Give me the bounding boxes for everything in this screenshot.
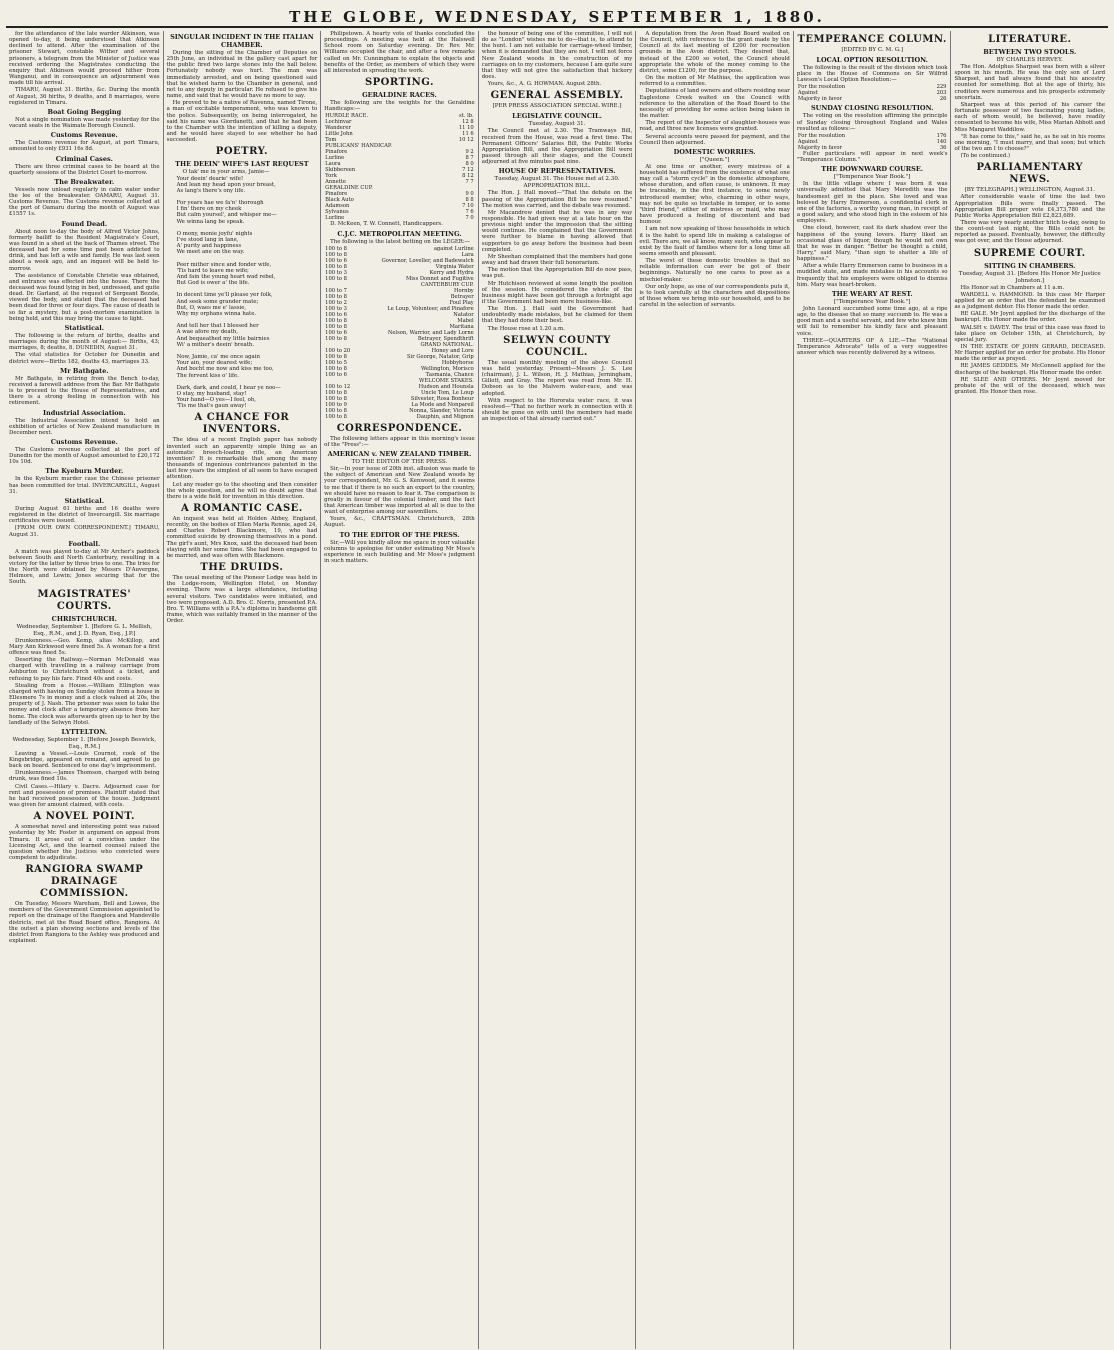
article-paragraph: Deserting the Railway.—Norman McDonald was charged with travelling in a railway carriage from Ashburton to Christchurch without a ticket, and refusing to pay his fare. Fined 40s and costs. [9, 657, 160, 682]
table-cell: 100 to 8 [325, 407, 347, 414]
column-1 [6, 31, 164, 1349]
table-cell: 8 8 [465, 197, 474, 204]
results-table [797, 84, 948, 102]
article-paragraph: RE GALE. Mr Joynt applied for the discharge of the bankrupt. His Honor made the order. [954, 311, 1106, 324]
table-cell: 11 6 [462, 131, 474, 138]
article-paragraph: One cloud, however, cast its dark shadow over the happiness of the young lovers. Harry liked an occasional glass of liquor, though he would not own that he was in danger. "Better be thought a child, Harry," said Mary, "than sign to shatter a life of happiness." [796, 225, 948, 263]
table-cell: Lochinvar [325, 119, 352, 126]
section-heading: SITTING IN CHAMBERS. [984, 261, 1076, 270]
article-paragraph: With respect to the Hororata water race, it was resolved—"That no further work in connection with it should be gone on with until the members had made an inspection of that already carried out." [481, 397, 633, 423]
table-cell: 100 to 8 [325, 293, 347, 300]
table-cell: Annette [325, 179, 346, 186]
results-table [324, 246, 475, 420]
article-paragraph: The assistance of Constable Christie was obtained, and entrance was effected into the house. There the deceased was found lying in bed, undressed, and quite dead. Dr. Garland, at the request of Sergeant Bezzle, viewed the body, and stated that the deceased had been dead for three or four days. The cause of death is so far a mystery, but a post-mortem examination is being held, and this may bring the cause to light. [9, 272, 160, 322]
masthead [6, 4, 1108, 28]
table-row [324, 306, 475, 312]
dateline: Wednesday, September 1. [Before G. L. Mellish, Esq., R.M., and J. D. Ryan, Esq., J.P.] [16, 623, 153, 637]
article-paragraph: Sir,—Will you kindly allow me space in your valuable columns to apologise for under estimating Mr Moss's experience in such building and Mr Moss's judgment in such matters. [324, 539, 475, 565]
table-cell: York [325, 173, 337, 180]
table-cell: Lurline [325, 215, 345, 222]
article-paragraph: Several accounts were passed for payment, and the Council then adjourned. [639, 133, 790, 146]
article-paragraph: Mr Macandrew denied that he was in any way responsible. He had given way at a late hour on the previous night under the impression that the sitting would continue. He complained that the Government were further to blame in having allowed that supporters to go away before the business had been completed. [481, 209, 633, 253]
results-table [324, 113, 475, 221]
table-cell: 7 7 [465, 179, 474, 186]
section-heading: THE DEEIN' WIFE'S LAST REQUEST [175, 160, 309, 169]
table-cell: Sylvanus [325, 209, 349, 216]
article-paragraph: The following is the latest betting on the LEGER:— [330, 238, 471, 245]
table-cell: Honey and Lore [431, 347, 474, 354]
article-paragraph: After considerable waste of time the last two Appropriation Bills were finally passed. The Appropriation Bill proper vote £4,373,780 and the Public Works Appropriation Bill £2,823,689. [954, 194, 1106, 219]
table-cell: 100 to 8 [325, 263, 347, 270]
table-cell: 8 0 [465, 161, 474, 168]
article-paragraph: THREE—QUARTERS OF A LIE.—The "National Temperance Advocate" tells of a very suggestive answer which was recently delivered by a witness. [796, 337, 948, 356]
article-headline: GENERAL ASSEMBLY. [490, 90, 624, 102]
dateline: [EDITED BY C. M. G.] [841, 47, 904, 53]
table-cell: 100 to 6 [325, 329, 347, 336]
article-paragraph: A deputation from the Avon Road Board waited on the Council, with reference to the grant made by the Council at its last meeting of £200 for recreation grounds in the Avon district. They desired that, instead of the £200 so voted, the Council should appropriate the whole of the money coming to the district, some £1200, for the purpose. [639, 31, 790, 74]
column-3 [321, 31, 479, 1349]
table-cell: 100 to 9 [325, 401, 347, 408]
table-cell: For the resolution [797, 84, 846, 91]
table-cell: 11 10 [458, 125, 474, 132]
dateline: ["Queen."] [699, 156, 730, 163]
column-4 [479, 31, 637, 1349]
table-cell: Tom [325, 137, 337, 144]
table-cell: Silvester, Rosa Bonheur [410, 395, 474, 402]
section-heading: GERALDINE RACES. [362, 91, 437, 100]
dateline: Tuesday, August 31. [528, 121, 586, 128]
article-paragraph: The following is the result of the division which took place in the House of Commons on Sir Wilfrid Lawson's Local Option Resolution:— [796, 65, 948, 84]
table-cell: PUBLICANS' HANDICAP. [325, 143, 392, 150]
table-cell: 100 to 6 [325, 311, 347, 318]
table-row [324, 258, 475, 264]
table-cell: Foul Play [449, 299, 474, 306]
article-paragraph: D. McKeen, T. W. Connett, Handicappers. [330, 221, 443, 228]
table-cell: 140 [936, 138, 947, 145]
article-headline: TEMPERANCE COLUMN. [797, 34, 947, 45]
section-heading: THE WEARY AT REST. [831, 289, 913, 298]
columns-container [6, 31, 1108, 1349]
section-heading: Statistical. [64, 496, 104, 505]
section-heading: CHRISTCHURCH. [51, 614, 117, 623]
table-cell: Kerry and Hydra [429, 269, 474, 276]
dateline: ["Temperance Year Book."] [833, 174, 911, 181]
table-cell: Hobbyhorse [441, 359, 474, 366]
article-paragraph: The following is the return of births, deaths and marriages during the month of August:— Births, 43; marriages, 8; deaths, 8. DUNEDIN, August 31. [9, 332, 160, 352]
table-cell: 100 to 8 [325, 245, 347, 252]
table-cell: 8 12 [462, 173, 474, 180]
column-2 [164, 31, 322, 1349]
table-cell: 100 to 8 [325, 323, 347, 330]
article-headline: A ROMANTIC CASE. [180, 503, 303, 514]
article-paragraph: I am not now speaking of those households in which it is the habit to spend life in making a catalogue of evil. There are, we all know, many such, who appear to exist by the fault of families where for a long time all seems smooth and pleasant. [639, 226, 790, 257]
article-paragraph: The Hon. Adolphus Sharpset was born with a silver spoon in his mouth. He was the only son of Lord Sharpset, and had always found that his ancestry counted for something. But at the age of thirty, his creditors were numerous and his prospects extremely uncertain. [954, 64, 1106, 101]
section-heading: LEGISLATIVE COUNCIL. [512, 112, 602, 121]
article-headline: CORRESPONDENCE. [336, 422, 463, 434]
table-cell: Hornby [454, 287, 474, 294]
dateline: TO THE EDITOR OF THE PRESS. [351, 459, 448, 466]
article-headline: SELWYN COUNTY COUNCIL. [503, 334, 611, 358]
article-paragraph: The worst of these domestic troubles is that no reliable information can ever be got of their beginnings. Naturally no one cares to pose as a mischief-maker. [639, 258, 790, 283]
article-paragraph: Not a single nomination was made yesterday for the vacant seats in the Waimate Borough Council. [9, 116, 160, 130]
table-cell: La Mode and Nonpareil [411, 401, 474, 408]
article-paragraph: The following are the weights for the Geraldine Handicaps:— [324, 100, 475, 113]
section-heading: Customs Revenue. [50, 437, 118, 446]
article-paragraph: The Customs revenue for August, at port Timaru, amounted to only £931 16s 8d. [9, 140, 160, 153]
article-paragraph: During the sitting of the Chamber of Deputies on 25th June, an individual in the gallery cast apart for the public fired two large stones into the hall below. Fortunately nobody was hurt. The man was immediately arrested, and on being questioned said that he wished harm to the Chamber in general, and not to any deputy in particular. He refused to give his name, and said that he would have no more to say. [166, 50, 318, 100]
article-headline: POETRY. [215, 146, 268, 158]
article-paragraph: Sharpset was at this period of his career the fortunate possessor of two fascinating young ladies, each of whom would, he believed, have readily consented to become his wife, Miss Marian Abbott and Miss Mangaret Waddilow. [954, 101, 1106, 133]
article-paragraph: WALSH v. DAVEY. The trial of this case was fixed to take place on October 15th, at Christchurch, by special jury. [954, 324, 1106, 343]
table-cell: Against [797, 90, 818, 97]
section-heading: Criminal Cases. [55, 154, 113, 163]
article-paragraph: Mr Sheehan complained that the members had gone away and had drawn their full honorarium. [481, 253, 633, 267]
article-paragraph: Yours, &c., A. G. HOWMAN. August 28th. [487, 81, 602, 88]
article-paragraph: The usual monthly meeting of the above Council was held yesterday. Present—Messrs J. S. Lee (chairman), J. L. Wilson, H. J. Mathias, Jerningham, Gillett, and Gray. The report was read from Mr. H. Dobson as to the Malvern water-race, and was adopted. [481, 359, 633, 397]
dateline: BY CHARLES HERVEY. [996, 57, 1063, 63]
section-heading: Mr Bathgate. [60, 366, 109, 375]
table-cell: Natator [453, 311, 474, 318]
article-paragraph: The Hon. J. Hall said the Government had undoubtedly made mistakes, but he claimed for them that they had done their best. [481, 306, 633, 325]
table-cell: Lurline [325, 155, 345, 162]
article-paragraph: An inquest was held at Holden Abbey, England, recently, on the bodies of Ellen Maria Rennie, aged 24, and Charles Robert Blackmore, 19, who had committed suicide by drowning themselves in a pond. The girl's aunt, Mrs Knox, said the deceased had been staying with her some time. She had been engaged to be married, and was often with Blackmore. [166, 516, 318, 559]
article-paragraph: The Council met at 2.30. The Tramways Bill, received from the House, was read a first time. The Permanent Officers' Salaries Bill, the Public Works Appropriation Bill, and the Appropriation Bill were passed through all their stages, and the Council adjourned at five minutes past nine. [481, 128, 633, 166]
section-heading: Industrial Association. [42, 408, 126, 417]
article-headline: A CHANCE FOR INVENTORS. [194, 412, 290, 436]
column-6 [794, 31, 952, 1349]
table-cell: Uncle Tom, Le Loup [420, 389, 474, 396]
table-cell: Le Loup, Volunteer, and Pinafore [387, 305, 474, 312]
section-heading: Customs Revenue. [50, 131, 118, 140]
article-headline: SPORTING. [364, 77, 434, 89]
article-paragraph: Leaving a Vessel.—Louis Cournot, cook of the Kingsbridge, appeared on remand, and agreed to go back on board. Sentenced to one day's imprisonment. [9, 750, 160, 770]
table-cell: 100 to 8 [325, 275, 347, 282]
article-paragraph: Fuller particulars will appear in next week's "Temperance Column." [796, 150, 948, 164]
table-row [797, 96, 948, 102]
table-cell: Dauphin, and Mignon [416, 413, 474, 420]
article-paragraph: On the motion of Mr Mathias, the application was referred to a committee. [639, 75, 790, 88]
article-paragraph: His Honor sat in Chambers at 11 a.m. [960, 284, 1065, 291]
article-paragraph: The idea of a recent English paper has nobody invented such an apparently simple thing as an automatic breech-loading rifle, an American invention? It is remarkable that among the many thousands of ingenious contrivances patented in the last few years the simplest of all seem to have escaped attention. [166, 437, 318, 481]
table-row [324, 414, 475, 420]
dateline: [PER PRESS ASSOCIATION SPECIAL WIRE.] [492, 103, 622, 110]
section-heading: SINGULAR INCIDENT IN THE ITALIAN CHAMBER. [170, 33, 314, 49]
table-cell: Mabel [457, 317, 474, 324]
article-headline: LITERATURE. [988, 34, 1072, 45]
article-paragraph: Philipstown. A hearty vote of thanks concluded the proceedings. A meeting was held at the Halswell School room on Saturday evening. Dr. Rev. Mr. Williams occupied the chair, and after a few remarks called on Mr. Cunningham to explain the objects and benefits of the Order, as members of which they were all interested in spreading the work. [324, 31, 475, 74]
article-paragraph: "It has come to this," said he, as he sat in his rooms one morning, "I must marry, and that soon; but which of the two am I to choose?" [954, 133, 1106, 153]
article-headline: SUPREME COURT. [973, 247, 1086, 259]
table-cell: Skibbereen [325, 167, 356, 174]
table-cell: Pinafore [325, 149, 348, 156]
section-heading: Statistical. [64, 323, 104, 332]
table-cell: CANTERBURY CUP. [420, 281, 474, 288]
article-paragraph: In the Kyeburn murder case the Chinese prisoner has been committed for trial. INVERCARGILL, August 31. [9, 476, 160, 495]
table-cell: 100 to 2 [325, 299, 347, 306]
article-paragraph: He proved to be a native of Ravenna, named Tirone, a man of excitable temperament, who was known to the police. Subsequently, on being interrogated, he said his name was Giordanetti, and that he had been to the Chamber with the intention of killing a deputy, and he would have stayed to see whether he had succeeded. [166, 100, 318, 144]
section-heading: THE DOWNWARD COURSE. [821, 165, 924, 174]
column-5 [636, 31, 794, 1349]
table-cell: 12 8 [462, 119, 474, 126]
article-paragraph: the honour of being one of the committee, I will not do as "London" wishes me to do—that is, to attend to the hunt. I am not suitable for carriage-wheel timber, when it is demanded that they are not. I will not force New Zealand woods in the construction of my carriages on to my customers, because I am quite sure that they will not give the satisfaction that hickory does. [481, 31, 633, 81]
table-cell: 7 12 [462, 167, 474, 174]
section-heading: DOMESTIC WORRIES. [673, 147, 756, 156]
table-cell: Nelson, Warrior, and Lady Lorne [387, 329, 474, 336]
section-heading: TO THE EDITOR OF THE PRESS. [339, 530, 460, 539]
article-paragraph: About noon to-day the body of Alfred Victor Johns, formerly bailiff to the Resident Magistrate's Court, was found in a shed at the back of Thames street. The deceased had for some time past been addicted to drink, and has left a wife and family. He was last seen about a week ago, and an inquest will be held to-morrow. [9, 228, 160, 272]
article-paragraph: Mr Bathgate, in retiring from the Bench to-day, received a farewell address from the Bar. Mr Bathgate is to proceed to the House of Representatives, and there is a strong feeling in connection with his retirement. [9, 375, 160, 407]
table-cell: Adamson [325, 203, 350, 210]
dateline: Tuesday, August 31. [Before His Honor Mr Justice Johnston.] [958, 270, 1101, 284]
table-cell: 9 0 [465, 191, 474, 198]
poem-verse: O tak' me in your arms, Jamie— Your deein' dearie' wife! And lean my head upon your breast, As lang's there's ony life. For years hae we fa'n' thorough I fin' there on my cheek But calm yoursel', and whisper me— We winna lang be speak. O mony, monie joyfu' nights I've stood lang in lane, A' purity and happiness We meet ane on the way. Peer mither since and fonder wife, 'Tis hard to leave me wife; And fain the young heart wad rebel, But God is ower a' the life. In decent time ye'll please yer folk, And seek some grander mate; But, O, waes me e' lassie, Why my orphans winna hate. And tell her that I blessed her A wae afore my death, And bequeathed my little bairnies Wi' a mither's deein' breath. Now, Jamie, ca' me once again Your ain, your dearest wife; And bocht me now and kiss me too, The fervent kiss o' life. Dark, dark, and could, I hear ye noo— O stay, my husband, stay! Your hand—O yes—I feel, oh, 'Tis me that's gaun away! [176, 169, 281, 410]
article-paragraph: Sir,—In your issue of 20th inst. allusion was made to the subject of American and New Zealand woods by your correspondent, Mr. G. S. Kenwood, and it seems to me that if there is no such an export to the country, we should have no reason to fear it. The comparison is greatly in favour of the colonial timber, and the fact that American timber was imported at all is due to the want of enterprise among our sawmillers. [324, 466, 475, 516]
table-cell: 36 [939, 144, 947, 151]
article-paragraph: RE JAMES GEDDES. Mr McConnell applied for the discharge of the bankrupt. His Honor made the order. [954, 363, 1106, 376]
table-cell: Nonna, Slander, Victoria [409, 407, 474, 414]
article-paragraph: The vital statistics for October for Dunedin and district were—Births 182, deaths 43, marriages 33. [9, 352, 160, 365]
table-cell: GERALDINE CUP. [325, 185, 373, 192]
article-paragraph: RE SLEE AND OTHERS. Mr Joynt moved for probate of the will of the deceased, which was granted. His Honor then rose. [954, 376, 1106, 396]
article-paragraph: Deputations of land owners and others residing near Eaglestone Creek waited on the Council with reference to the alteration of the Road Board to the necessity of providing for some action being taken in the matter. [639, 88, 790, 120]
table-cell: 100 to 12 [325, 383, 351, 390]
table-cell: 100 to 8 [325, 365, 347, 372]
table-cell: Sir George, Natator, Grip [407, 353, 474, 360]
table-row [324, 330, 475, 336]
section-heading: C.J.C. METROPOLITAN MEETING. [337, 229, 462, 238]
table-cell: 7 10 [462, 203, 474, 210]
table-cell: 9 2 [465, 149, 474, 156]
article-paragraph: Let any reader go to the shooting and then consider the whole question, and he will no doubt agree that there is a wide field for invention in this direction. [166, 481, 318, 500]
table-cell: 100 to 6 [325, 257, 347, 264]
article-paragraph: John Leonard succumbed some time ago, at a ripe age, to the disease that so many succumb to. He was a good man and a useful servant, and few who knew him will fail to remember his kindly face and pleasant voice. [796, 305, 948, 337]
article-paragraph: The House rose at 1.20 a.m. [487, 325, 565, 332]
article-paragraph: Drunkenness.—James Thomson, charged with being drunk, was fined 10s. [9, 770, 160, 783]
table-cell: against Lurline [433, 245, 474, 252]
section-heading: HOUSE OF REPRESENTATIVES. [498, 167, 616, 176]
table-cell: Against [797, 138, 818, 145]
article-paragraph: The following letters appear in this morning's issue of the "Press":— [324, 435, 475, 448]
article-paragraph: TIMARU, August 31. Births, &c. During the month of August, 36 births, 9 deaths, and 8 marriages, were registered in Timaru. [9, 87, 160, 106]
article-paragraph: Mr Hutchison reviewed at some length the position of the session. He considered the whole of the business might have been got through a fortnight ago if the Government had been more business-like. [481, 280, 633, 305]
masthead-title: THE GLOBE, WEDNESDAY, SEPTEMBER 1, 1880. [289, 8, 825, 26]
section-heading: The Breakwater. [54, 177, 115, 186]
article-paragraph: After a while Harry Emmerson came to business in a muddled state, and made mistakes in his accounts so frequently that his employers were obliged to dismiss him. Mary was heart-broken. [796, 263, 948, 288]
table-cell: 100 to 20 [325, 347, 351, 354]
table-cell: st. lb. [459, 113, 474, 120]
table-cell: 100 to 8 [325, 317, 347, 324]
column-7 [951, 31, 1108, 1349]
article-paragraph: IN THE ESTATE OF JOHN GERARD, DECEASED. Mr Harper applied for an order for probate. His Honor made the order as prayed. [954, 344, 1106, 363]
article-paragraph: The report of the Inspector of slaughter-houses was read, and three new licenses were granted. [639, 120, 790, 133]
article-headline: RANGIORA SWAMP DRAINAGE COMMISSION. [25, 864, 144, 900]
table-cell: Laura [325, 161, 341, 168]
article-paragraph: The Hon. J. Hall moved—"That the debate on the passing of the Appropriation Bill be now resumed." The motion was carried, and the debate was resumed. [481, 190, 633, 209]
table-cell: Black Auto [325, 197, 354, 204]
table-cell: Wellington, Morisco [421, 365, 474, 372]
table-cell: Lara [461, 251, 474, 258]
table-cell: Virginia Water [435, 263, 474, 270]
section-heading: Football. [68, 539, 101, 548]
table-cell: 8 7 [465, 155, 474, 162]
section-heading: The Kyeburn Murder. [45, 467, 124, 476]
article-paragraph: A somewhat novel and interesting point was raised yesterday by Mr. Foster in argument on appeal from Timaru. It arose out of a conviction under the Licensing Act, and the learned counsel raised the question whether the Justices who convicted were competent to adjudicate. [9, 824, 160, 861]
table-cell: 26 [939, 96, 947, 103]
article-paragraph: Drunkenness.—Geo. Kemp, alias McKillop, and Mary Ann Kirkwood were fined 5s. A woman for a first offence was fined 5s. [9, 637, 160, 656]
table-cell: 100 to 3 [325, 269, 347, 276]
table-cell: Governor, Loveller, and Badewatch [381, 257, 474, 264]
table-cell: For the resolution [797, 132, 846, 139]
dateline: ["Temperance Year Book."] [833, 298, 911, 305]
article-paragraph: WARDELL v. HAMMOND. In this case Mr Harper applied for an order that the defendant be examined as a judgment debtor. His Honor made the order. [954, 291, 1106, 311]
table-cell: Wanderer [325, 125, 351, 132]
article-paragraph: There are three criminal cases to be heard at the quarterly sessions of the District Court to-morrow. [9, 163, 160, 176]
article-paragraph: Our only hope, as one of our correspondents puts it, is to look carefully at the characters and dispositions of those whom we bring into our household, and to be careful in the selection of servants. [639, 283, 790, 309]
section-heading: Found Dead. [61, 219, 108, 228]
section-heading: SUNDAY CLOSING RESOLUTION. [810, 104, 934, 113]
article-paragraph: In the little village where I was born it was universally admitted that Mary Meredith was the handsomest girl in the place. She loved and was beloved by Harry Emmerson, a confidential clerk in one of the factories, a worthy young man, in receipt of a good salary, and who stood high in the esteem of his employers. [796, 181, 948, 225]
section-heading: AMERICAN v. NEW ZEALAND TIMBER. [327, 450, 472, 459]
dateline: Tuesday, August 31. The House met at 2.30. APPROPRIATION BILL. [494, 176, 620, 190]
article-headline: A NOVEL POINT. [33, 811, 136, 823]
section-heading: BETWEEN TWO STOOLS. [983, 48, 1077, 56]
table-cell: 229 [936, 84, 947, 91]
table-cell: WELCOME STAKES. [419, 377, 474, 384]
table-cell: Hudson and Hounsla [418, 383, 474, 390]
table-cell: Little John [325, 131, 353, 138]
table-cell: 100 to 3 [325, 305, 347, 312]
dateline: Wednesday, September 1. [Before Joseph Beswick, Esq., R.M.] [12, 736, 157, 750]
table-cell: 10 12 [458, 137, 474, 144]
article-paragraph: There was very nearly another hitch to-day, owing to the count-out last night, the Bills could not be reported as passed. Eventually, however, the difficulty was got over, and the House adjourned. [954, 219, 1106, 245]
table-cell: 100 to 8 [325, 389, 347, 396]
table-cell: Betrayer [450, 293, 474, 300]
section-heading: Boat Going Begging [47, 107, 122, 116]
table-cell: 100 to 6 [325, 371, 347, 378]
table-cell: 100 to 8 [325, 353, 347, 360]
table-cell: 176 [936, 132, 947, 139]
article-paragraph: The Customs revenue collected at the port of Dunedin for the month of August amounted to £20,172 10s 10d. [9, 446, 160, 466]
table-cell: 100 to 8 [325, 413, 347, 420]
article-paragraph: A match was played to-day at Mr Archer's paddock between South and North Canterbury, resulting in a victory for the latter by three tries to one. The tries for the North were obtained by Messrs D'Auvergne, Helmore, and Lewin; Jones securing that for the South. [9, 548, 160, 586]
table-cell: 100 to 8 [325, 251, 347, 258]
section-heading: LYTTELTON. [61, 727, 108, 736]
article-paragraph: Civil Cases.—Hilary v. Dacre. Adjourned case for rent and possession of premises. Plaintiff stated that he had received possession of the house. Judgment was given for amount claimed, with costs. [9, 783, 160, 809]
section-heading: LOCAL OPTION RESOLUTION. [816, 56, 928, 64]
article-paragraph: On Tuesday, Messrs Wareham, Bell and Lowes, the members of the Government Commission appointed to report on the drainage of the Rangiora and Mandeville districts, met at the Road Board office, Rangiora. At the outset a plan showing sections and levels of the district from Rangiora to the Ashley was produced and explained. [9, 901, 160, 945]
table-cell: Maritana [449, 323, 474, 330]
article-paragraph: The Industrial Association intend to hold an exhibition of articles of New Zealand manufacture in December next. [9, 417, 160, 436]
table-cell: 100 to 5 [325, 359, 347, 366]
article-paragraph: Vessels now unload regularly in calm water under the lee of the breakwater. OAMARU, August 31. Customs Revenue. The Customs revenue collected at the port of Oamaru during the month of August was £1557 1s. [9, 186, 160, 218]
table-cell: Tasmania, Chance [425, 371, 474, 378]
table-cell: HURDLE RACE. [325, 113, 369, 120]
dateline: [BY TELEGRAPH.] WELLINGTON, August 31. [964, 187, 1095, 194]
article-paragraph: During August 61 births and 16 deaths were registered in the district of Invercargill. Six marriage certificates were issued. [9, 505, 160, 525]
table-cell: GRAND NATIONAL. [420, 341, 474, 348]
table-cell: Miss Donnet and Fugitive [405, 275, 474, 282]
table-cell: 203 [936, 90, 947, 97]
article-paragraph: The voting on the resolution affirming the principle of Sunday closing throughout England and Wales resulted as follows:— [796, 113, 948, 132]
article-headline: MAGISTRATES' COURTS. [37, 588, 132, 612]
article-paragraph: At one time or another, every mistress of a household has suffered from the existence of what one may call a "storm cycle" in the domestic atmosphere, whose duration, and often cause, is unknown. It may be traceable, in the first instance, to some newly introduced member, who, charming in other ways, may not be quite so tractable in temper, or to some "third friend," either of mistress or maid, who may have produced a feeling of discontent and bad humour. [639, 163, 790, 226]
table-cell: 7 0 [465, 215, 474, 222]
table-cell: Pinafore [325, 191, 348, 198]
article-paragraph: Stealing from a House.—William Ellington was charged with having on Sunday stolen from a house in Ellesmere 7s in money and a clock valued at 20s, the property of J. Nash. The prisoner was seen to take the money and clock after a temporary absence from her home. The clock was afterwards given up to her by the landlady of the Selwyn Hotel. [9, 682, 160, 726]
table-cell: 100 to 8 [325, 335, 347, 342]
table-cell: 7 6 [465, 209, 474, 216]
article-headline: THE DRUIDS. [200, 562, 284, 574]
article-paragraph: for the attendance of the late warder Atkinson, was opened to-day, it being understood that Atkinson declined to attend. After the examination of the prisoner Stewart, constable Wither and several prisoners, a telegram from the Minister of Justice was received ordering the Magistrates conducting the enquiry that Atkinson would proceed hither from Wanganui, and in consequence an adjournment was made till his arrival. [9, 31, 160, 87]
table-cell: Majority in favor [797, 144, 843, 151]
article-paragraph: Yours, &c., CRAFTSMAN. Christchurch, 28th August. [324, 516, 475, 529]
results-table [797, 133, 948, 151]
table-cell: Majority in favor [797, 96, 843, 103]
article-paragraph: [FROM OUR OWN CORRESPONDENT.] TIMARU, August 31. [9, 525, 160, 538]
article-paragraph: The motion that the Appropriation Bill do now pass, was put. [481, 267, 633, 280]
article-paragraph: (To be continued.) [960, 153, 1011, 160]
table-cell: 100 to 8 [325, 395, 347, 402]
article-paragraph: The usual meeting of the Pioneer Lodge was held in the Lodge-room, Wellington Hotel, on Monday evening. There was a large attendance, including several visitors. Two candidates were initiated, and two were proposed. A.D. Bro. C. Norris, presented P.A. Bro. T. Williams with a P.A.'s diploma in handsome gilt frame, which was suitably framed in the manner of the Order. [166, 575, 318, 625]
article-headline: PARLIAMENTARY NEWS. [976, 162, 1083, 186]
table-cell: Betrayer, Spendthrift [417, 335, 474, 342]
table-cell: 100 to 7 [325, 287, 347, 294]
